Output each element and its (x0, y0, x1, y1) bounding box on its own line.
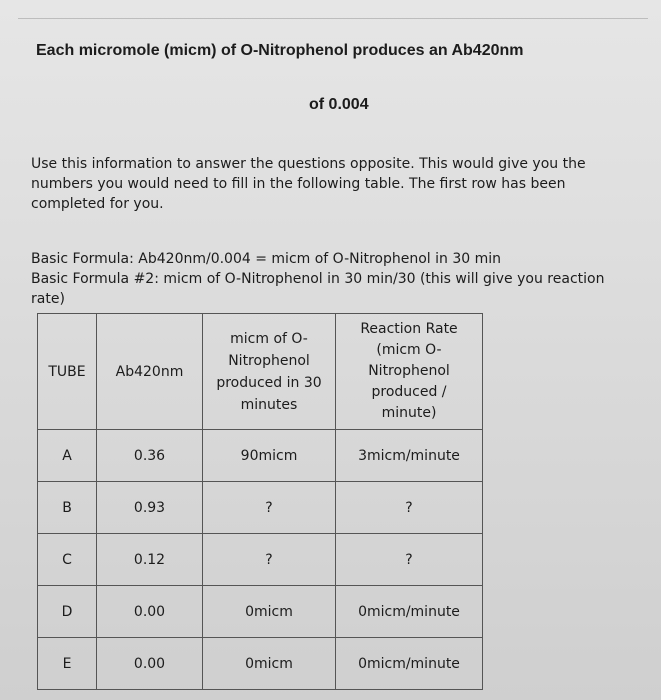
cell-absorbance: 0.93 (97, 482, 203, 534)
cell-tube: B (38, 482, 97, 534)
cell-rate: ? (336, 534, 483, 586)
header-rate-line: (micm O- (376, 342, 442, 358)
cell-rate: 0micm/minute (336, 586, 483, 638)
header-rate-line: Nitrophenol (368, 363, 450, 379)
table-header-row (38, 314, 483, 430)
header-rate-line: Reaction Rate (360, 321, 458, 337)
formula-2: Basic Formula #2: micm of O-Nitrophenol in 30 min/30 (this will give you reaction rate) (31, 271, 605, 307)
cell-micm: 0micm (203, 638, 336, 690)
cell-absorbance: 0.00 (97, 586, 203, 638)
cell-absorbance: 0.36 (97, 430, 203, 482)
cell-tube: D (38, 586, 97, 638)
cell-tube: A (38, 430, 97, 482)
header-micm-line: minutes (240, 396, 298, 413)
cell-rate: 3micm/minute (336, 430, 483, 482)
header-tube (38, 314, 97, 430)
table-row (38, 430, 483, 482)
table-row (38, 638, 483, 690)
table-row (38, 482, 483, 534)
header-rate-line: minute) (381, 405, 437, 421)
cell-micm: 90micm (203, 430, 336, 482)
header-absorbance-label: Ab420nm (115, 363, 184, 380)
page-subtitle: of 0.004 (309, 96, 369, 113)
cell-rate: 0micm/minute (336, 638, 483, 690)
table-row (38, 534, 483, 586)
page-title: Each micromole (micm) of O-Nitrophenol produces an Ab420nm (36, 42, 524, 59)
top-divider (18, 18, 648, 19)
cell-absorbance: 0.00 (97, 638, 203, 690)
formula-block (31, 249, 641, 309)
cell-micm: 0micm (203, 586, 336, 638)
cell-tube: E (38, 638, 97, 690)
header-tube-label: TUBE (48, 363, 86, 380)
header-micm-line: micm of O- (230, 330, 308, 347)
instructions-text: Use this information to answer the questions opposite. This would give you the numbers you would need to fill in the following table. The first row has been completed for you. (31, 156, 586, 212)
header-micm (203, 314, 336, 430)
header-absorbance (97, 314, 203, 430)
table-row (38, 586, 483, 638)
formula-1: Basic Formula: Ab420nm/0.004 = micm of O-Nitrophenol in 30 min (31, 251, 502, 267)
header-rate-line: produced / (371, 384, 447, 400)
results-table (37, 313, 483, 690)
header-rate (336, 314, 483, 430)
header-micm-line: Nitrophenol (228, 352, 310, 369)
cell-rate: ? (336, 482, 483, 534)
header-micm-line: produced in 30 (216, 374, 322, 391)
cell-micm: ? (203, 534, 336, 586)
cell-tube: C (38, 534, 97, 586)
cell-micm: ? (203, 482, 336, 534)
cell-absorbance: 0.12 (97, 534, 203, 586)
